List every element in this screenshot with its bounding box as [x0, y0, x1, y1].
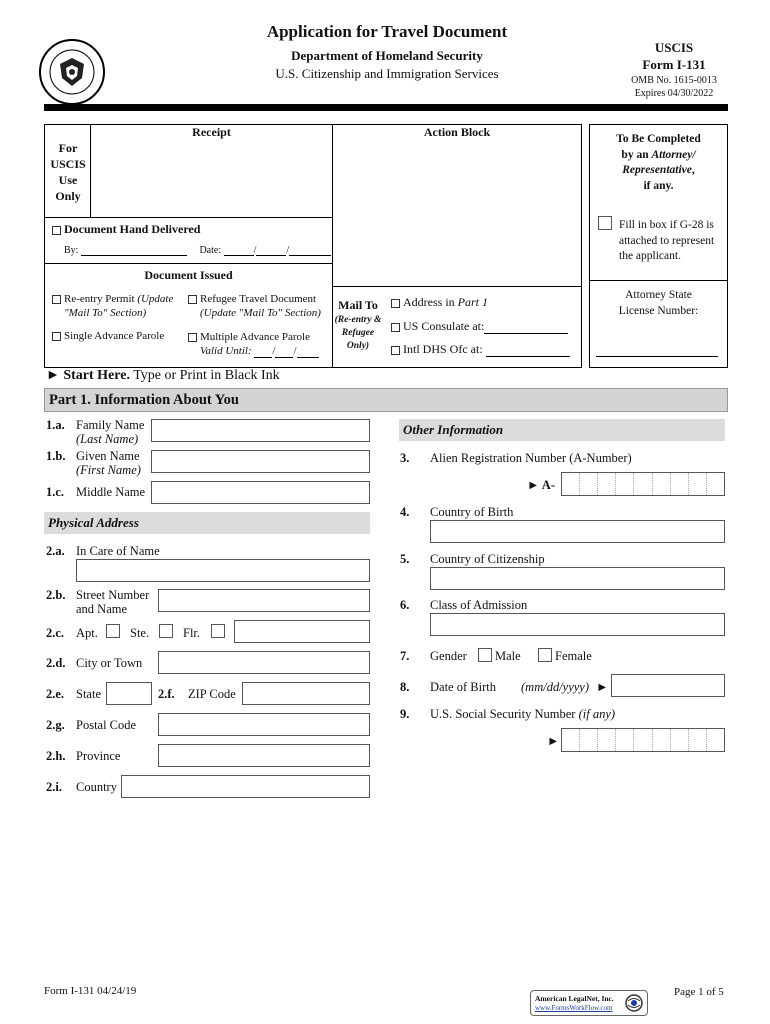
- city-input[interactable]: [158, 651, 370, 674]
- num-2f: 2.f.: [158, 687, 175, 701]
- country-of-birth-input[interactable]: [430, 520, 725, 543]
- intl-dhs-office: Intl DHS Ofc at:: [391, 342, 570, 357]
- mail-to-note: (Re-entry & Refugee Only): [334, 315, 382, 351]
- zip-input[interactable]: [242, 682, 370, 705]
- address-in-part1: Address in Part 1: [391, 295, 488, 310]
- us-consulate: US Consulate at:: [391, 319, 568, 334]
- citizenship-input[interactable]: [430, 567, 725, 590]
- for-uscis-use-only: For USCIS Use Only: [50, 141, 86, 203]
- apt-label: Apt.: [76, 626, 98, 640]
- province-label: Province: [76, 749, 121, 763]
- num-2a: 2.a.: [46, 544, 65, 558]
- refugee-checkbox[interactable]: [188, 295, 197, 304]
- dob-input[interactable]: [611, 674, 725, 697]
- state-input[interactable]: [106, 682, 152, 705]
- intl-dhs-checkbox[interactable]: [391, 346, 400, 355]
- mail-to-label: Mail To: [338, 298, 378, 312]
- num-4: 4.: [400, 505, 410, 519]
- dob-label: Date of Birth: [430, 680, 496, 694]
- num-3: 3.: [400, 451, 410, 465]
- num-1c: 1.c.: [46, 485, 65, 499]
- footer-form-date: Form I-131 04/24/19: [44, 985, 137, 997]
- header-rule: [44, 104, 728, 111]
- agency: U.S. Citizenship and Immigration Services: [275, 66, 499, 81]
- a-number-label: Alien Registration Number (A-Number): [430, 451, 632, 465]
- attorney-state-license: Attorney State License Number:: [618, 289, 699, 317]
- num-1a: 1.a.: [46, 418, 65, 432]
- ssn-input[interactable]: [561, 728, 725, 752]
- postal-code-label: Postal Code: [76, 718, 137, 732]
- ssn-label: U.S. Social Security Number (if any): [430, 707, 616, 721]
- document-issued: Document Issued: [144, 268, 233, 282]
- num-2h: 2.h.: [46, 749, 66, 763]
- num-2i: 2.i.: [46, 780, 62, 794]
- multiple-parole-checkbox[interactable]: [188, 333, 197, 342]
- omb-number: OMB No. 1615-0013: [631, 75, 717, 86]
- num-8: 8.: [400, 680, 410, 694]
- province-input[interactable]: [158, 744, 370, 767]
- country-label: Country: [76, 780, 117, 794]
- doc-hand-delivered: Document Hand Delivered: [52, 222, 200, 237]
- dob-arrow: ►: [596, 680, 609, 694]
- middle-name-label: Middle Name: [76, 485, 146, 499]
- num-2b: 2.b.: [46, 588, 66, 602]
- num-2e: 2.e.: [46, 687, 65, 701]
- single-advance-parole: Single Advance Parole: [52, 330, 164, 342]
- given-name-input[interactable]: [151, 450, 370, 473]
- doc-hand-delivered-checkbox[interactable]: [52, 226, 61, 235]
- num-2d: 2.d.: [46, 656, 66, 670]
- unit-number-input[interactable]: [234, 620, 370, 643]
- expiration: Expires 04/30/2022: [634, 88, 714, 99]
- dhs-seal: [38, 38, 106, 106]
- reentry-checkbox[interactable]: [52, 295, 61, 304]
- middle-name-input[interactable]: [151, 481, 370, 504]
- num-1b: 1.b.: [46, 449, 66, 463]
- num-2g: 2.g.: [46, 718, 65, 732]
- num-7: 7.: [400, 649, 410, 663]
- care-of-name-label: In Care of Name: [76, 544, 160, 558]
- flr-label: Flr.: [183, 626, 201, 640]
- care-of-name-input[interactable]: [76, 559, 370, 582]
- globe-icon: [624, 993, 644, 1013]
- receipt-label: Receipt: [192, 125, 231, 139]
- reentry-permit: Re-entry Permit (Update "Mail To" Section): [52, 292, 173, 320]
- by-date-line: By: Date: / /: [64, 245, 331, 256]
- a-number-input[interactable]: [561, 472, 725, 496]
- refugee-travel: Refugee Travel Document (Update "Mail To" Section): [188, 292, 321, 320]
- ste-label: Ste.: [130, 626, 150, 640]
- part1-header: Part 1. Information About You: [44, 388, 728, 412]
- female-label: Female: [555, 649, 592, 663]
- department: Department of Homeland Security: [291, 48, 483, 63]
- class-of-admission-label: Class of Admission: [430, 598, 528, 612]
- family-name-label: Family Name (Last Name): [76, 418, 145, 446]
- ssn-arrow: ►: [547, 734, 560, 748]
- country-input[interactable]: [121, 775, 370, 798]
- street-input[interactable]: [158, 589, 370, 612]
- dob-format: (mm/dd/yyyy): [521, 680, 590, 694]
- g28-checkbox[interactable]: [598, 216, 612, 230]
- country-of-birth-label: Country of Birth: [430, 505, 514, 519]
- flr-checkbox[interactable]: [211, 624, 225, 638]
- city-label: City or Town: [76, 656, 143, 670]
- attorney-heading: To Be Completed by an Attorney/ Representative, if any.: [616, 133, 701, 192]
- start-here: ► Start Here. Type or Print in Black Ink: [46, 368, 280, 383]
- num-6: 6.: [400, 598, 410, 612]
- physical-address-header: Physical Address: [44, 512, 370, 534]
- class-of-admission-input[interactable]: [430, 613, 725, 636]
- family-name-input[interactable]: [151, 419, 370, 442]
- attorney-license-field[interactable]: [596, 356, 718, 357]
- single-parole-checkbox[interactable]: [52, 332, 61, 341]
- g28-note: Fill in box if G-28 is attached to represent the applicant.: [619, 219, 715, 262]
- male-label: Male: [495, 649, 521, 663]
- other-information-header: Other Information: [399, 419, 725, 441]
- num-2c: 2.c.: [46, 626, 65, 640]
- form-number: Form I-131: [642, 57, 706, 72]
- us-consulate-checkbox[interactable]: [391, 323, 400, 332]
- footer-page: Page 1 of 5: [674, 986, 724, 998]
- legalnet-badge: American LegalNet, Inc. www.FormsWorkFlow.com: [530, 990, 648, 1016]
- gender-label: Gender: [430, 649, 467, 663]
- uscis-label: USCIS: [654, 40, 694, 55]
- a-number-prefix: ► A-: [527, 478, 555, 492]
- female-checkbox[interactable]: [538, 648, 552, 662]
- form-title: Application for Travel Document: [266, 22, 508, 41]
- zip-label: ZIP Code: [188, 687, 236, 701]
- address-in-part1-checkbox[interactable]: [391, 299, 400, 308]
- num-5: 5.: [400, 552, 410, 566]
- ste-checkbox[interactable]: [159, 624, 173, 638]
- multiple-advance-parole: Multiple Advance Parole Valid Until: / /: [188, 330, 319, 358]
- state-label: State: [76, 687, 101, 701]
- postal-code-input[interactable]: [158, 713, 370, 736]
- male-checkbox[interactable]: [478, 648, 492, 662]
- apt-checkbox[interactable]: [106, 624, 120, 638]
- action-block-label: Action Block: [423, 125, 491, 139]
- street-label: Street Number and Name: [76, 588, 150, 616]
- citizenship-label: Country of Citizenship: [430, 552, 545, 566]
- given-name-label: Given Name (First Name): [76, 449, 141, 477]
- num-9: 9.: [400, 707, 410, 721]
